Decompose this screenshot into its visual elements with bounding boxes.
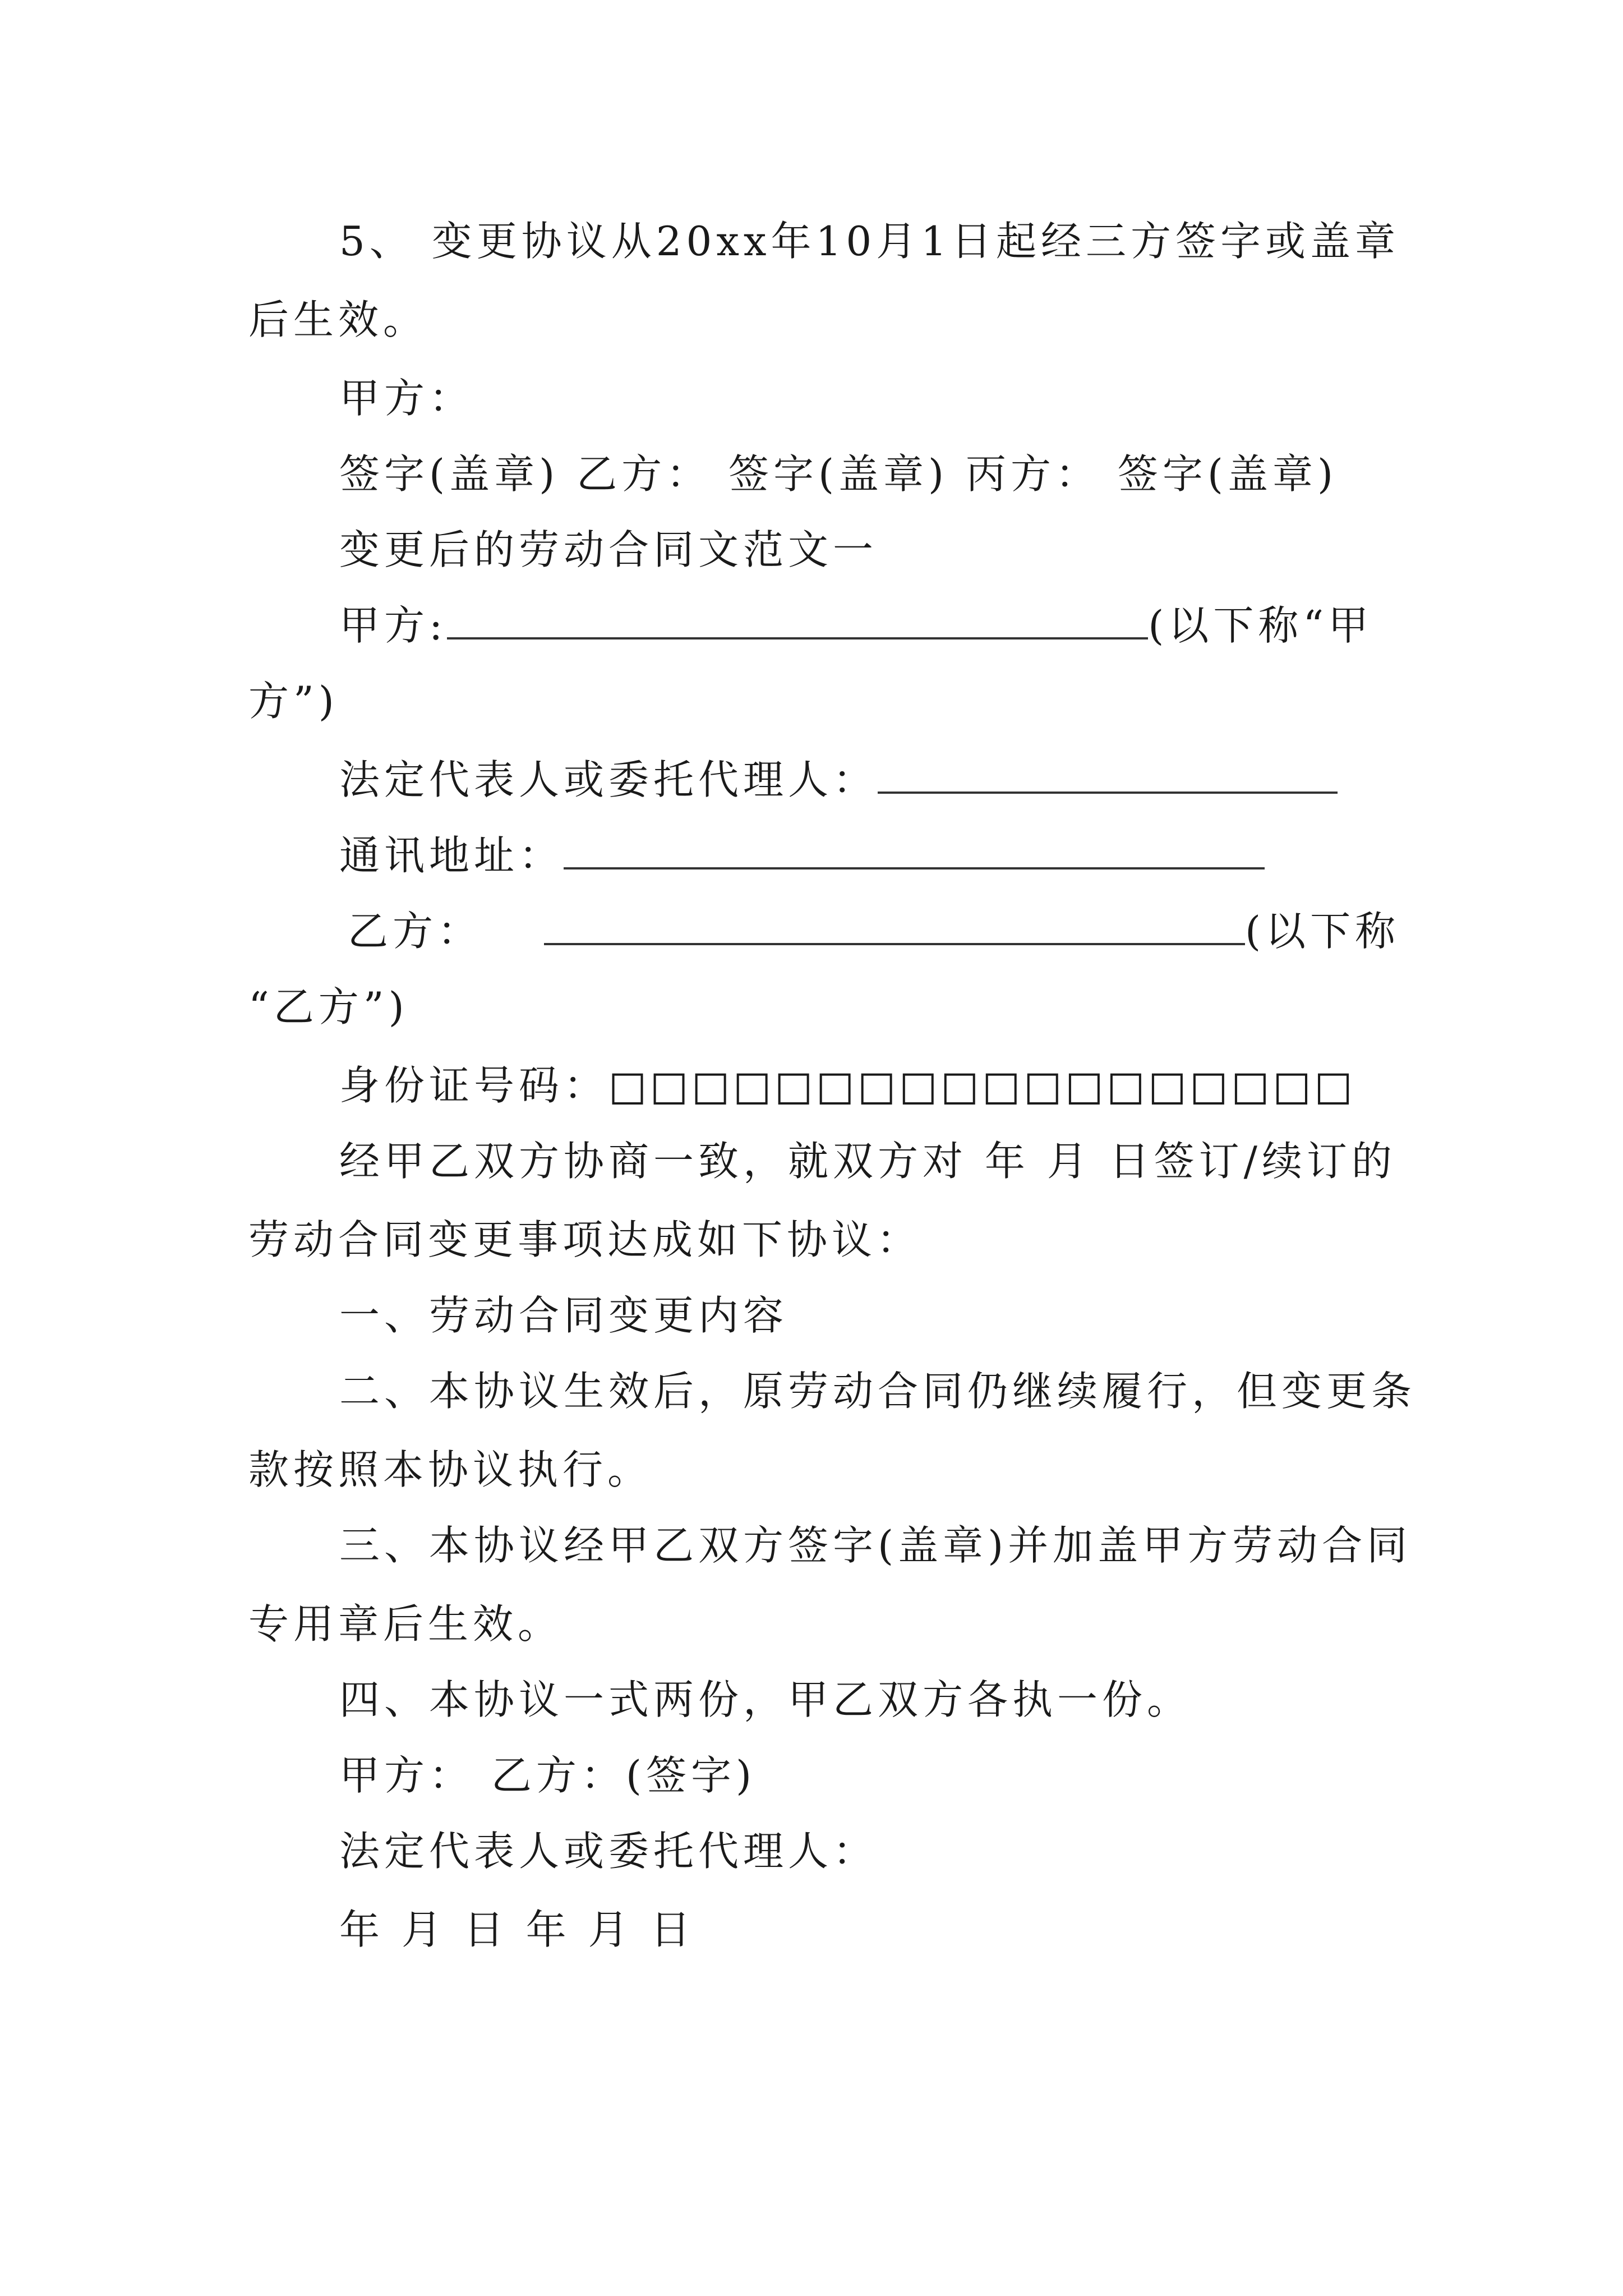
id-number-label: 身份证号码： [339,1062,609,1109]
party-b-field-continuation: “乙方”) [248,983,409,1030]
article-1: 一、劳动合同变更内容 [339,1292,789,1339]
article-2-continuation: 款按照本协议执行。 [248,1446,653,1493]
date-line: 年 月 日 年 月 日 [339,1906,695,1953]
article-2: 二、本协议生效后，原劳动合同仍继续履行，但变更条 [339,1368,1417,1415]
section-title: 变更后的劳动合同文范文一 [339,526,878,573]
address-field [339,827,1265,884]
legal-rep-signature: 法定代表人或委托代理人： [339,1828,878,1875]
id-number-field [339,1057,1356,1114]
party-b-field-suffix: (以下称 [1245,908,1400,955]
legal-rep-field [339,752,1338,808]
party-a-field-continuation: 方”) [248,678,339,725]
address-blank [564,829,1265,869]
legal-rep-label: 法定代表人或委托代理人： [339,756,878,803]
article-3-continuation: 专用章后生效。 [248,1600,563,1648]
agreement-intro-continuation: 劳动合同变更事项达成如下协议： [248,1216,922,1263]
id-number-boxes: □□□□□□□□□□□□□□□□□□ [608,1062,1356,1109]
article-4: 四、本协议一式两份，甲乙双方各执一份。 [339,1676,1192,1723]
clause-5-continuation: 后生效。 [248,296,428,343]
party-b-field [348,903,1400,959]
party-a-blank [447,599,1148,639]
party-b-blank [544,905,1245,945]
party-a-field [339,597,1373,654]
address-label: 通讯地址： [339,832,564,879]
signature-parties: 甲方： 乙方：(签字) [339,1752,757,1799]
legal-rep-blank [878,753,1338,794]
signature-line: 签字(盖章) 乙方： 签字(盖章) 丙方： 签字(盖章) [339,450,1338,498]
party-a-field-suffix: (以下称“甲 [1148,602,1373,649]
agreement-intro-line: 经甲乙双方协商一致，就双方对 年 月 日签订/续订的 [339,1138,1396,1185]
party-a-label: 甲方： [339,375,474,422]
party-b-field-label: 乙方： [348,908,483,955]
clause-5-line: 5、 变更协议从20xx年10月1日起经三方签字或盖章 [339,218,1400,265]
article-3: 三、本协议经甲乙双方签字(盖章)并加盖甲方劳动合同 [339,1522,1412,1569]
party-a-field-label: 甲方: [339,602,448,649]
